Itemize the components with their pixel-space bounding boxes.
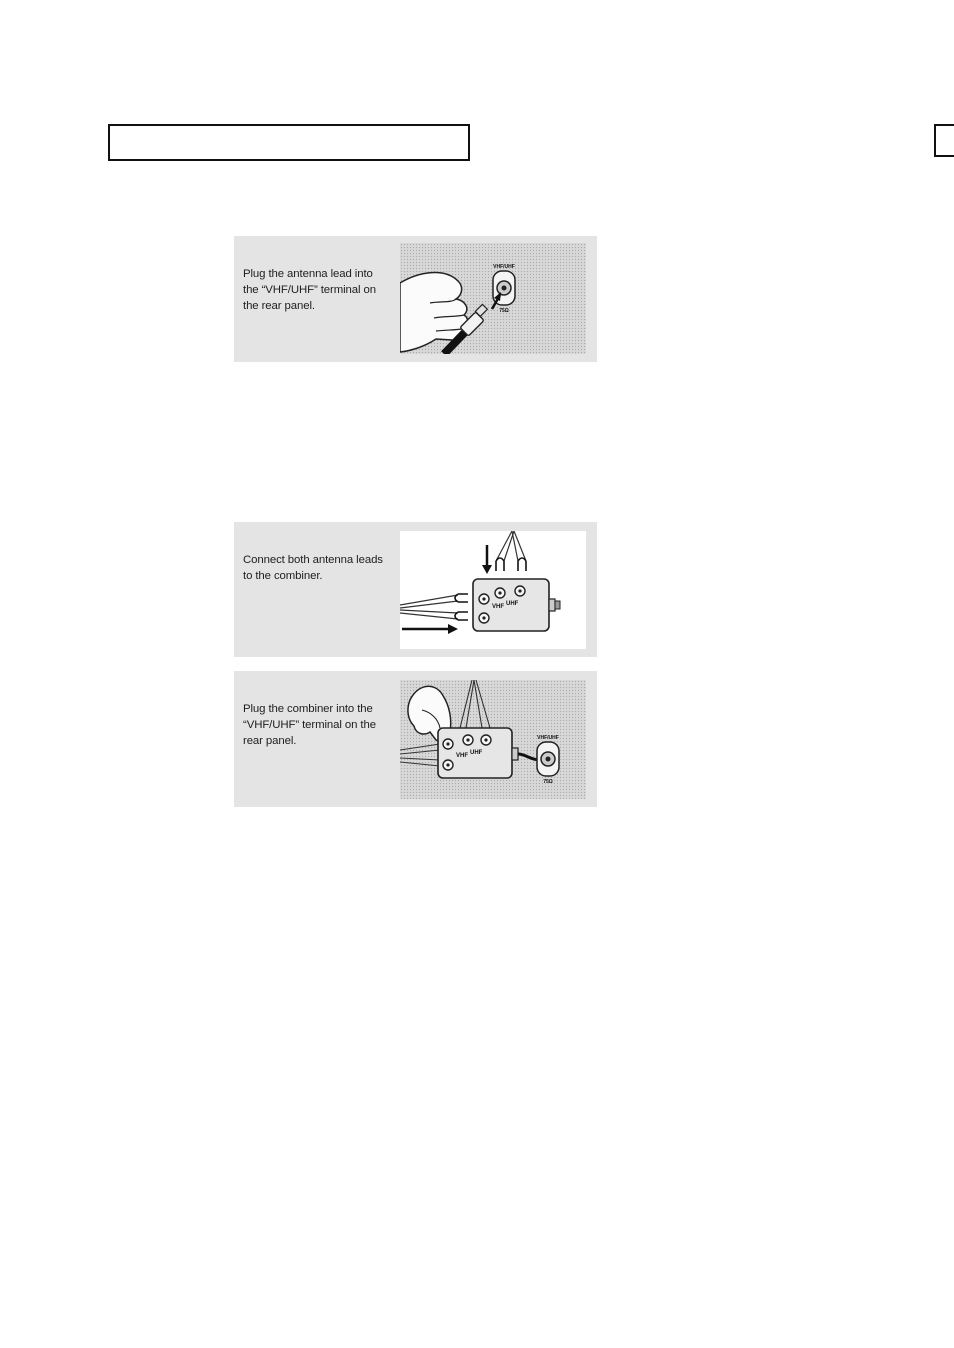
step-instruction-text: Plug the antenna lead into the “VHF/UHF” terminal on the rear panel.: [243, 268, 376, 312]
illustration-hand-plugging-cable: [400, 243, 586, 354]
step-instruction-text: Connect both antenna leads to the combiner.: [243, 554, 383, 582]
step-instruction-text: Plug the combiner into the “VHF/UHF” terminal on the rear panel.: [243, 703, 376, 747]
step-panel-combiner-connect: [234, 522, 597, 657]
page-edge-tab: [934, 124, 954, 157]
impedance-label: 75Ω: [499, 308, 509, 314]
vhf-label: VHF: [492, 604, 504, 610]
section-header-box: [108, 124, 470, 161]
vhf-label: VHF: [456, 753, 468, 759]
vhf-uhf-terminal-icon: [537, 742, 559, 776]
illustration-combiner-connection: [400, 531, 586, 649]
terminal-label: VHF/UHF: [493, 264, 515, 270]
illustration-combiner-into-terminal: [400, 680, 586, 799]
terminal-label: VHF/UHF: [537, 735, 559, 741]
uhf-label: UHF: [506, 601, 519, 607]
step-panel-antenna-lead: [234, 236, 597, 362]
uhf-label: UHF: [470, 750, 483, 756]
step-panel-combiner-terminal: [234, 671, 597, 807]
impedance-label: 75Ω: [543, 779, 553, 785]
